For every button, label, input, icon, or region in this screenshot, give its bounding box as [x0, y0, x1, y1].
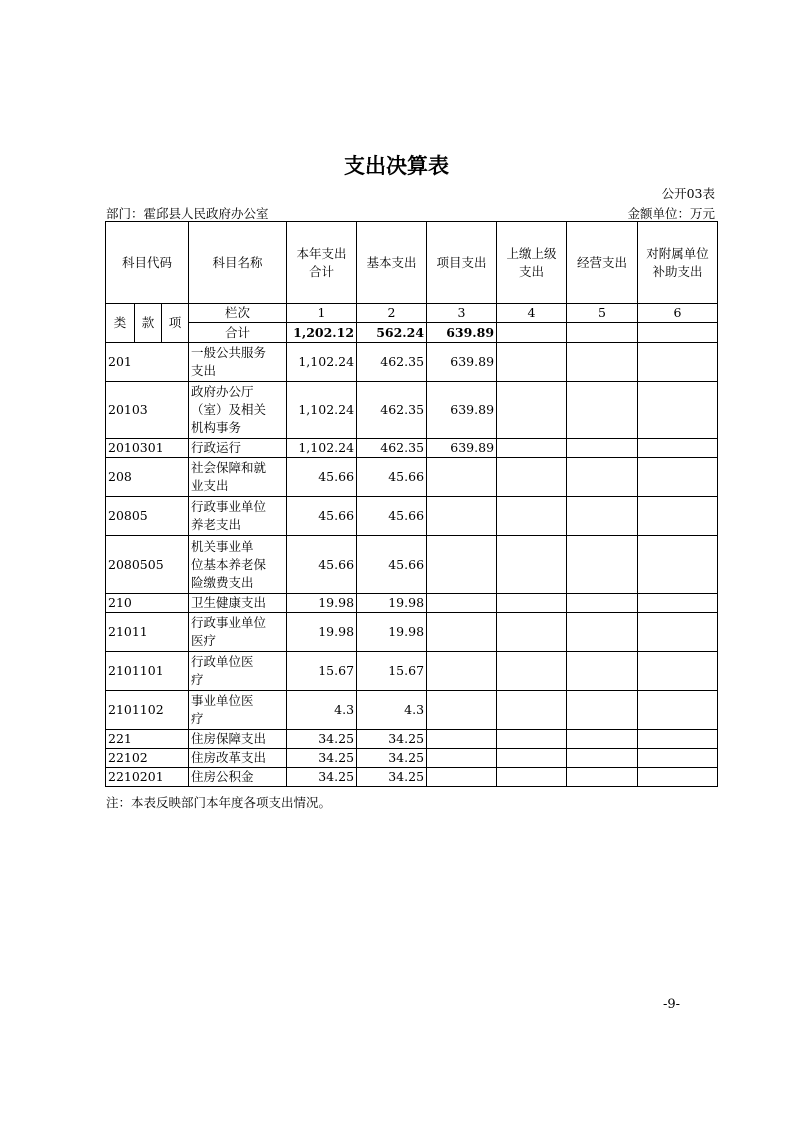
- amount-cell: 19.98: [357, 594, 427, 613]
- amount-cell: [567, 691, 638, 730]
- subject-code: 2101101: [106, 652, 189, 691]
- amount-cell: 639.89: [427, 343, 497, 382]
- amount-cell: 34.25: [287, 749, 357, 768]
- amount-cell: [567, 458, 638, 497]
- subject-code: 20805: [106, 497, 189, 536]
- amount-cell: [497, 382, 567, 439]
- amount-cell: [567, 439, 638, 458]
- amount-cell: [497, 768, 567, 787]
- total-cell: [638, 323, 718, 343]
- subject-code: 20103: [106, 382, 189, 439]
- subject-code: 2080505: [106, 536, 189, 594]
- amount-cell: [638, 536, 718, 594]
- amount-cell: [638, 730, 718, 749]
- amount-cell: [567, 497, 638, 536]
- amount-cell: [427, 730, 497, 749]
- amount-cell: [497, 730, 567, 749]
- amount-cell: 34.25: [357, 768, 427, 787]
- amount-cell: 45.66: [357, 458, 427, 497]
- col-num: 4: [497, 304, 567, 323]
- col-num: 1: [287, 304, 357, 323]
- header-business: 经营支出: [567, 222, 638, 304]
- header-upper: 上缴上级 支出: [497, 222, 567, 304]
- amount-cell: [567, 594, 638, 613]
- amount-cell: [497, 749, 567, 768]
- table-row: [106, 536, 718, 594]
- amount-cell: 462.35: [357, 343, 427, 382]
- amount-cell: [497, 458, 567, 497]
- amount-cell: 462.35: [357, 439, 427, 458]
- header-kuan: 款: [135, 304, 162, 343]
- total-cell: 1,202.12: [287, 323, 357, 343]
- subject-code: 208: [106, 458, 189, 497]
- amount-cell: 1,102.24: [287, 382, 357, 439]
- col-num: 2: [357, 304, 427, 323]
- amount-cell: 639.89: [427, 382, 497, 439]
- table-row: [106, 594, 718, 613]
- amount-cell: [427, 691, 497, 730]
- amount-cell: 45.66: [357, 497, 427, 536]
- department-label: 部门：霍邱县人民政府办公室: [106, 206, 269, 221]
- amount-cell: [497, 439, 567, 458]
- subject-code: 22102: [106, 749, 189, 768]
- total-cell: 639.89: [427, 323, 497, 343]
- amount-cell: 34.25: [357, 730, 427, 749]
- subject-name: 社会保障和就 业支出: [189, 458, 287, 497]
- subject-name: 行政单位医 疗: [189, 652, 287, 691]
- amount-cell: [638, 594, 718, 613]
- amount-cell: [638, 382, 718, 439]
- amount-cell: 19.98: [287, 594, 357, 613]
- amount-cell: 1,102.24: [287, 439, 357, 458]
- subject-name: 一般公共服务 支出: [189, 343, 287, 382]
- total-cell: 562.24: [357, 323, 427, 343]
- subject-code: 221: [106, 730, 189, 749]
- table-row: [106, 382, 718, 439]
- table-note: 注：本表反映部门本年度各项支出情况。: [106, 795, 332, 810]
- amount-cell: [567, 730, 638, 749]
- table-row: [106, 613, 718, 652]
- table-row: [106, 730, 718, 749]
- amount-cell: [567, 613, 638, 652]
- amount-cell: [638, 768, 718, 787]
- subject-name: 行政事业单位 养老支出: [189, 497, 287, 536]
- header-project: 项目支出: [427, 222, 497, 304]
- amount-cell: [497, 594, 567, 613]
- amount-cell: [497, 652, 567, 691]
- page-title: 支出决算表: [344, 154, 449, 178]
- amount-cell: 45.66: [357, 536, 427, 594]
- table-row: [106, 691, 718, 730]
- header-total: 本年支出 合计: [287, 222, 357, 304]
- amount-cell: [567, 382, 638, 439]
- header-xiang: 项: [162, 304, 189, 343]
- col-num: 5: [567, 304, 638, 323]
- amount-cell: [427, 768, 497, 787]
- amount-cell: [638, 458, 718, 497]
- form-number: 公开03表: [661, 186, 715, 201]
- amount-cell: [427, 613, 497, 652]
- expenditure-table: [105, 221, 718, 787]
- col-num: 3: [427, 304, 497, 323]
- amount-cell: 19.98: [287, 613, 357, 652]
- amount-cell: [497, 536, 567, 594]
- table-row: [106, 458, 718, 497]
- table-row: [106, 343, 718, 382]
- total-row: [106, 323, 718, 343]
- amount-cell: [638, 613, 718, 652]
- amount-cell: [497, 691, 567, 730]
- subject-name: 事业单位医 疗: [189, 691, 287, 730]
- header-heji: 合计: [189, 323, 287, 343]
- amount-cell: [497, 613, 567, 652]
- amount-cell: 34.25: [357, 749, 427, 768]
- col-num: 6: [638, 304, 718, 323]
- subject-name: 住房保障支出: [189, 730, 287, 749]
- amount-cell: 4.3: [287, 691, 357, 730]
- subject-name: 卫生健康支出: [189, 594, 287, 613]
- amount-cell: 34.25: [287, 768, 357, 787]
- table-row: [106, 749, 718, 768]
- amount-cell: [427, 594, 497, 613]
- amount-cell: 4.3: [357, 691, 427, 730]
- subject-code: 210: [106, 594, 189, 613]
- amount-cell: [567, 652, 638, 691]
- total-cell: [497, 323, 567, 343]
- subject-code: 2010301: [106, 439, 189, 458]
- amount-cell: 462.35: [357, 382, 427, 439]
- subject-name: 政府办公厅 （室）及相关 机构事务: [189, 382, 287, 439]
- amount-cell: [427, 497, 497, 536]
- table-row: [106, 768, 718, 787]
- header-basic: 基本支出: [357, 222, 427, 304]
- header-name: 科目名称: [189, 222, 287, 304]
- amount-cell: [567, 768, 638, 787]
- amount-unit-label: 金额单位：万元: [627, 206, 715, 221]
- amount-cell: [497, 497, 567, 536]
- subject-name: 机关事业单 位基本养老保 险缴费支出: [189, 536, 287, 594]
- amount-cell: 15.67: [357, 652, 427, 691]
- amount-cell: 15.67: [287, 652, 357, 691]
- amount-cell: [427, 749, 497, 768]
- amount-cell: [638, 343, 718, 382]
- amount-cell: [497, 343, 567, 382]
- amount-cell: [638, 691, 718, 730]
- subject-name: 住房改革支出: [189, 749, 287, 768]
- amount-cell: [427, 652, 497, 691]
- table-row: [106, 497, 718, 536]
- amount-cell: [638, 439, 718, 458]
- amount-cell: [638, 497, 718, 536]
- header-lanci: 栏次: [189, 304, 287, 323]
- amount-cell: [567, 536, 638, 594]
- amount-cell: [638, 749, 718, 768]
- amount-cell: 45.66: [287, 497, 357, 536]
- amount-cell: [638, 652, 718, 691]
- amount-cell: 1,102.24: [287, 343, 357, 382]
- table-row: [106, 652, 718, 691]
- amount-cell: 19.98: [357, 613, 427, 652]
- header-lei: 类: [106, 304, 135, 343]
- subject-code: 21011: [106, 613, 189, 652]
- amount-cell: 34.25: [287, 730, 357, 749]
- amount-cell: [427, 536, 497, 594]
- subject-code: 2210201: [106, 768, 189, 787]
- amount-cell: 45.66: [287, 458, 357, 497]
- header-subsidy: 对附属单位 补助支出: [638, 222, 718, 304]
- amount-cell: [427, 458, 497, 497]
- page-number: -9-: [663, 997, 681, 1012]
- amount-cell: [567, 343, 638, 382]
- amount-cell: 45.66: [287, 536, 357, 594]
- subject-name: 住房公积金: [189, 768, 287, 787]
- subject-code: 2101102: [106, 691, 189, 730]
- subject-name: 行政事业单位 医疗: [189, 613, 287, 652]
- header-row: [106, 222, 718, 304]
- subject-name: 行政运行: [189, 439, 287, 458]
- subject-code: 201: [106, 343, 189, 382]
- table-row: [106, 439, 718, 458]
- header-code: 科目代码: [106, 222, 189, 304]
- column-number-row: [106, 304, 718, 323]
- amount-cell: [567, 749, 638, 768]
- total-cell: [567, 323, 638, 343]
- amount-cell: 639.89: [427, 439, 497, 458]
